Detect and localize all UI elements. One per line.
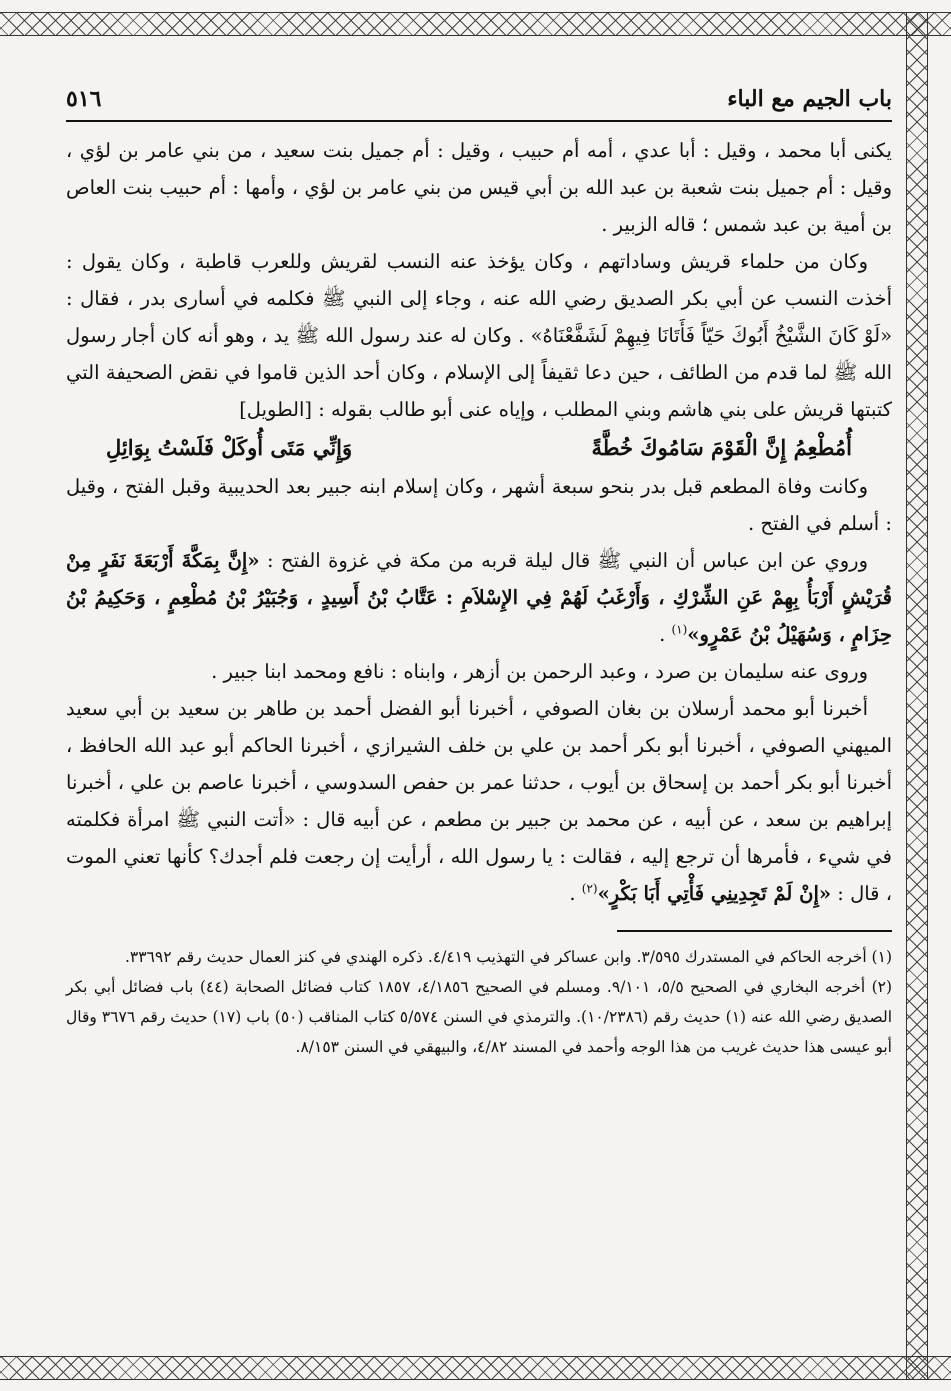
paragraph-lineage: يكنى أبا محمد ، وقيل : أبا عدي ، أمه أم حبيب ، وقيل : أم جميل بنت سعيد ، من بني عامر بن لؤي ، وقيل : أم جميل بنت شعبة بن عبد الله بن أبي قيس من بني عامر بن لؤي ، وأمها : أم حبيب بنت العاص بن أمية بن عبد شمس ؛ قاله الزبير . bbox=[66, 139, 892, 236]
paragraph-death: وكانت وفاة المطعم قبل بدر بنحو سبعة أشهر ، وكان إسلام ابنه جبير بعد الحديبية وقبل الفتح ، وقيل : أسلم في الفتح . bbox=[66, 475, 892, 535]
chapter-title: باب الجيم مع الباء bbox=[727, 86, 892, 112]
bottom-ornamental-border bbox=[0, 1356, 951, 1380]
paragraph-isnad: أخبرنا أبو محمد أرسلان بن بغان الصوفي ، أخبرنا أبو الفضل أحمد بن طاهر بن سعيد بن أبي سعيد الميهني الصوفي ، أخبرنا أبو بكر أحمد بن علي بن خلف الشيرازي ، أخبرنا الحاكم أبو عبد الله الحافظ ، أخبرنا أبو بكر أحمد بن إسحاق بن أيوب ، حدثنا عمر بن حفص السدوسي ، أخبرنا عاصم بن علي ، أخبرنا إبراهيم بن سعد ، عن أبيه ، عن محمد بن جبير بن مطعم ، عن أبيه قال : «أتت النبي ﷺ امرأة فكلمته في شيء ، فأمرها أن ترجع إليه ، فقالت : يا رسول الله ، أرأيت إن رجعت فلم أجدك؟ كأنها تعني الموت ، قال : «إِنْ لَمْ تَجِدِينِي فَأْتِي أَبَا بَكْرٍ»$^{(٢)}$ . bbox=[66, 697, 892, 905]
footnote-ref-2: (٢) bbox=[581, 881, 598, 896]
hadith-1-text: «إِنَّ بِمَكَّةَ أَرْبَعَةَ نَفَرٍ مِنْ قُرَيْشٍ أَرْبَأُ بِهِمْ عَنِ الشِّرْكِ ، وَأَرْغَبُ لَهُمْ فِي الإِسْلاَمِ : عَتَّابُ بْنُ أَسِيدٍ ، وَجُبَيْرُ بْنُ مُطْعِمٍ ، وَحَكِيمُ بْنُ حِزَامٍ ، وَسُهَيْلُ بْنُ عَمْرٍو» bbox=[66, 549, 892, 646]
page-number: ٥١٦ bbox=[66, 86, 102, 112]
paragraph-hadith-1: وروي عن ابن عباس أن النبي ﷺ قال ليلة قربه من مكة في غزوة الفتح : «إِنَّ بِمَكَّةَ أَرْبَعَةَ نَفَرٍ مِنْ قُرَيْشٍ أَرْبَأُ بِهِمْ عَنِ الشِّرْكِ ، وَأَرْغَبُ لَهُمْ فِي الإِسْلاَمِ : عَتَّابُ بْنُ أَسِيدٍ ، وَجُبَيْرُ بْنُ مُطْعِمٍ ، وَحَكِيمُ بْنُ حِزَامٍ ، وَسُهَيْلُ بْنُ عَمْرٍو»$^{(١)}$ . bbox=[66, 549, 892, 646]
footnote-2: (٢) أخرجه البخاري في الصحيح ٥/٥، ٩/١٠١. ومسلم في الصحيح ٤/١٨٥٦، ١٨٥٧ كتاب فضائل الصحابة (٤٤) باب فضائل أبي بكر الصديق رضي الله عنه (١) حديث رقم (١٠/٢٣٨٦). والترمذي في السنن ٥/٥٧٤ كتاب المناقب (٥٠) باب (١٧) حديث رقم ٣٦٧٦ وقال أبو عيسى هذا حديث غريب من هذا الوجه وأحمد في المسند ٤/٨٢، والبيهقي في السنن ٨/١٥٣. bbox=[66, 978, 893, 1056]
paragraph-biography: وكان من حلماء قريش وساداتهم ، وكان يؤخذ عنه النسب لقريش وللعرب قاطبة ، وكان يقول : أخذت النسب عن أبي بكر الصديق رضي الله عنه ، وجاء إلى النبي ﷺ فكلمه في أسارى بدر ، فقال : «لَوْ كَانَ الشَّيْخُ أَبُوكَ حَيّاً فَأَتَانَا فِيهِمْ لَشَفَّعْنَاهُ» . وكان له عند رسول الله ﷺ يد ، وهو أنه كان أجار رسول الله ﷺ لما قدم من الطائف ، حين دعا ثقيفاً إلى الإسلام ، وكان أحد الذين قاموا في نقض الصحيفة التي كتبتها قريش على بني هاشم وبني المطلب ، وإياه عنى أبو طالب بقوله : [الطويل] bbox=[66, 250, 892, 421]
isnad-text: أخبرنا أبو محمد أرسلان بن بغان الصوفي ، أخبرنا أبو الفضل أحمد بن طاهر بن سعيد بن أبي سعيد الميهني الصوفي ، أخبرنا أبو بكر أحمد بن علي بن خلف الشيرازي ، أخبرنا الحاكم أبو عبد الله الحافظ ، أخبرنا أبو بكر أحمد بن إسحاق بن أيوب ، حدثنا عمر بن حفص السدوسي ، أخبرنا عاصم بن علي ، أخبرنا إبراهيم بن سعد ، عن أبيه ، عن محمد بن جبير بن مطعم ، عن أبيه قال : «أتت النبي ﷺ امرأة فكلمته في شيء ، فأمرها أن ترجع إليه ، فقالت : يا رسول الله ، أرأيت إن رجعت فلم أجدك؟ كأنها تعني الموت ، قال : bbox=[66, 697, 892, 905]
page-content bbox=[66, 78, 892, 1062]
footnote-1: (١) أخرجه الحاكم في المستدرك ٣/٥٩٥. وابن عساكر في التهذيب ٤/٤١٩. ذكره الهندي في كنز العمال حديث رقم ٣٣٦٩٢. bbox=[124, 948, 892, 966]
right-ornamental-border bbox=[906, 12, 928, 1380]
footnote-ref-1: (١) bbox=[671, 622, 688, 637]
hadith-2-text: «إِنْ لَمْ تَجِدِينِي فَأْتِي أَبَا بَكْرٍ» bbox=[597, 882, 832, 905]
page-header bbox=[66, 78, 892, 122]
top-ornamental-border bbox=[0, 12, 951, 36]
hadith-1-intro: وروي عن ابن عباس أن النبي ﷺ قال ليلة قربه من مكة في غزوة الفتح : bbox=[266, 549, 869, 572]
poem-verse bbox=[66, 428, 892, 468]
footnotes bbox=[66, 942, 892, 1062]
main-text bbox=[66, 132, 892, 912]
paragraph-narrators: وروى عنه سليمان بن صرد ، وعبد الرحمن بن أزهر ، وابناه : نافع ومحمد ابنا جبير . bbox=[211, 660, 868, 683]
footnote-divider bbox=[617, 930, 892, 932]
poem-hemistich-1: أُمُطْعِمُ إِنَّ الْقَوْمَ سَامُوكَ خُطَّةً bbox=[591, 435, 852, 460]
poem-hemistich-2: وَإِنِّي مَتَى أُوكَلْ فَلَسْتُ بِوَائِلِ bbox=[106, 435, 353, 460]
